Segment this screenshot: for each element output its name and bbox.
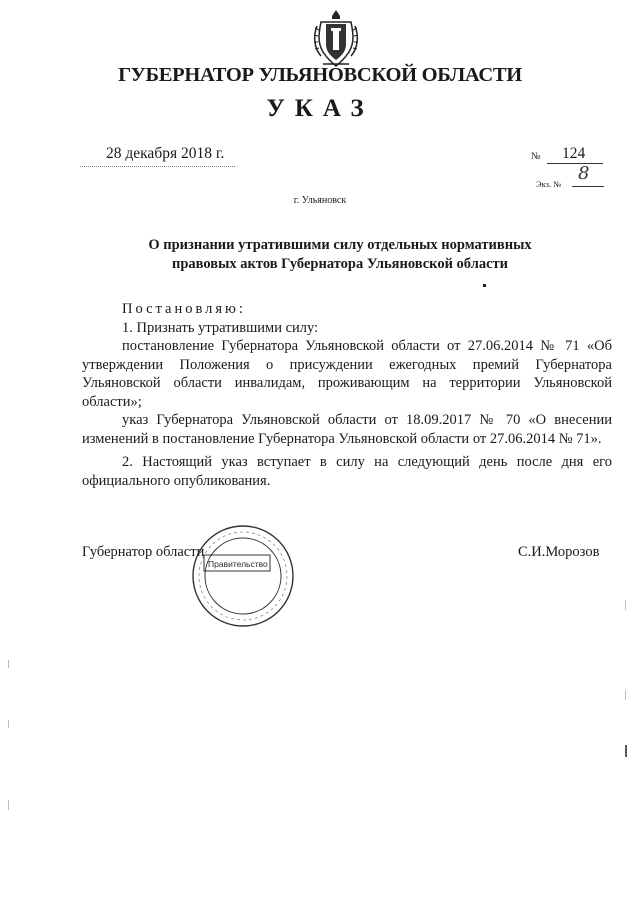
scan-mark bbox=[625, 745, 627, 757]
subject-line-2: правовых актов Губернатора Ульяновской области bbox=[171, 256, 508, 272]
governor-title: ГУБЕРНАТОР УЛЬЯНОВСКОЙ ОБЛАСТИ bbox=[118, 64, 522, 86]
copy-underline bbox=[572, 186, 604, 187]
signature-position: Губернатор области bbox=[82, 544, 205, 560]
scan-mark bbox=[8, 720, 9, 728]
number-label: № bbox=[531, 151, 541, 162]
decree-body bbox=[82, 300, 612, 490]
scan-mark bbox=[8, 800, 9, 810]
scan-mark bbox=[8, 660, 9, 668]
scan-mark bbox=[625, 690, 626, 700]
coat-of-arms-icon bbox=[311, 6, 361, 70]
scan-mark bbox=[625, 600, 626, 610]
scan-mark bbox=[483, 284, 486, 287]
document-type: УКАЗ bbox=[266, 95, 374, 122]
signature-name: С.И.Морозов bbox=[518, 544, 600, 560]
decree-word: Постановляю: bbox=[122, 301, 246, 317]
official-stamp-icon bbox=[188, 521, 298, 631]
copy-label: Экз. № bbox=[536, 179, 562, 189]
subject-line-1: О признании утратившими силу отдельных нормативных bbox=[148, 237, 532, 253]
item-1-title: 1. Признать утратившими силу: bbox=[122, 319, 319, 336]
item-1-b: указ Губернатора Ульяновской области от 18.09.2017 № 70 «О внесении изменений в постановление Губернатора Ульяновской области от 27.06.2014 № 71». bbox=[82, 412, 612, 447]
copy-number: 8 bbox=[578, 163, 590, 184]
city: г. Ульяновск bbox=[293, 195, 347, 206]
decree-number: 124 bbox=[562, 145, 586, 162]
item-2: 2. Настоящий указ вступает в силу на следующий день после дня его официального опубликования. bbox=[82, 454, 612, 489]
stamp-text: Правительство bbox=[208, 559, 268, 569]
decree-date: 28 декабря 2018 г. bbox=[106, 145, 225, 162]
item-1-a: постановление Губернатора Ульяновской области от 27.06.2014 № 71 «Об утверждении Положения о присуждении ежегодных премий Губернатора Ульяновской области инвалидам, проживающим на территории Ульяновской области»; bbox=[82, 338, 612, 410]
decree-subject bbox=[130, 236, 550, 274]
date-underline bbox=[80, 166, 235, 167]
number-underline bbox=[547, 163, 603, 164]
